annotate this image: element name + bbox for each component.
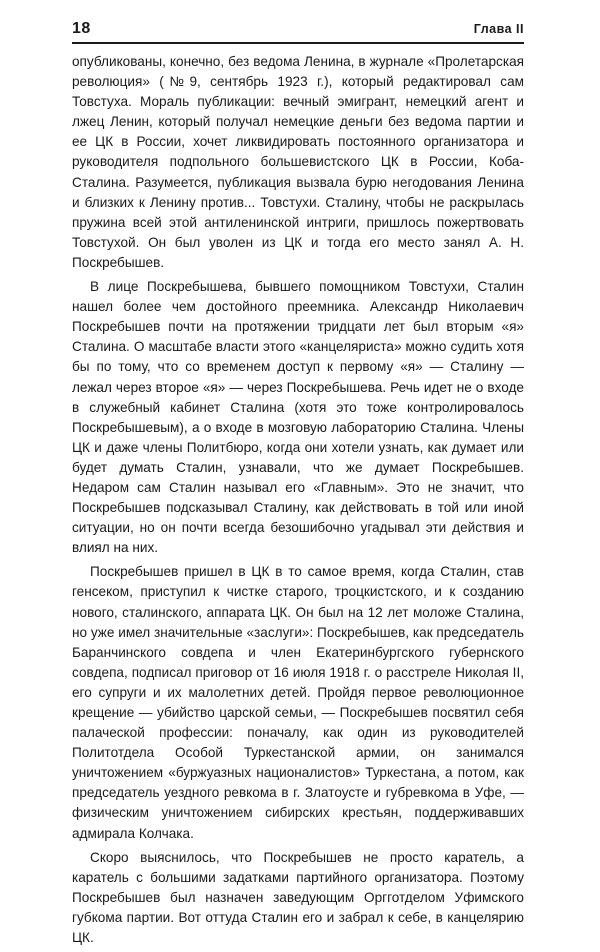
page-number: 18: [72, 20, 91, 37]
paragraph-3: Поскребышев пришел в ЦК в то самое время, когда Сталин, став генсеком, приступил к чистке старого, троцкистского, и к созданию нового, сталинского, аппарата ЦК. Он был на 12 лет моложе Сталина, но уже имел значительные «заслуги»: Поскребышев, как председатель Баранчинского совдепа и член Екатеринбургского губернского совдепа, подписал приговор от 16 июля 1918 г. о расстреле Николая II, его супруги и их малолетних детей. Пройдя первое революционное крещение — убийство царской семьи, — Поскребышев посвятил себя палаческой профессии: поначалу, как один из руководителей Политотдела Особой Туркестанской армии, он занимался уничтожением «буржуазных националистов» Туркестана, а потом, как председатель уездного ревкома в г. Златоусте и губревкома в Уфе, — физическим уничтожением сибирских крестьян, поддерживавших адмирала Колчака.: [72, 564, 524, 841]
paragraph-2: В лице Поскребышева, бывшего помощником Товстухи, Сталин нашел более чем достойного преемника. Александр Николаевич Поскребышев почти на протяжении тридцати лет был вторым «я» Сталина. О масштабе власти этого «канцеляриста» можно судить хотя бы по тому, что со временем доступ к первому «я» — Сталину — лежал через второе «я» — через Поскребышева. Речь идет не о входе в служебный кабинет Сталина (хотя это тоже контролировалось Поскребышевым), а о входе в мозговую лабораторию Сталина. Члены ЦК и даже члены Политбюро, когда они хотели узнать, как думает или будет думать Сталин, узнавали, что же думает Поскребышев. Недаром сам Сталин называл его «Главным». Это не значит, что Поскребышев подсказывал Сталину, как действовать в той или иной ситуации, но он почти всегда безошибочно угадывал эти действия и влиял на них.: [72, 279, 524, 556]
paragraph-1: опубликованы, конечно, без ведома Ленина, в журнале «Пролетарская революция» (№9, сентябрь 1923 г.), который редактировал сам Товстуха. Мораль публикации: вечный эмигрант, немецкий агент и лжец Ленин, который получал немецкие деньги без ведома партии и ее ЦК в России, хочет ликвидировать постоянного организатора и руководителя подпольного большевистского ЦК в России, Коба-Сталина. Разумеется, публикация вызвала бурю негодования Ленина и близких к Ленину против... Товстухи. Сталину, чтобы не раскрылась пружина всей этой антиленинской интриги, пришлось пожертвовать Товстухой. Он был уволен из ЦК и тогда его место занял А. Н. Поскребышев.: [72, 54, 524, 270]
running-header: [72, 20, 524, 42]
chapter-label: Глава II: [473, 22, 524, 36]
header-rule: [72, 42, 524, 44]
body-text: [72, 52, 524, 952]
paragraph-4: Скоро выяснилось, что Поскребышев не просто каратель, а каратель с большими задатками партийного организатора. Поэтому Поскребышев был назначен заведующим Оргготделом Уфимского губкома партии. Вот оттуда Сталин его и забрал к себе, в канцелярию ЦК.: [72, 849, 524, 946]
